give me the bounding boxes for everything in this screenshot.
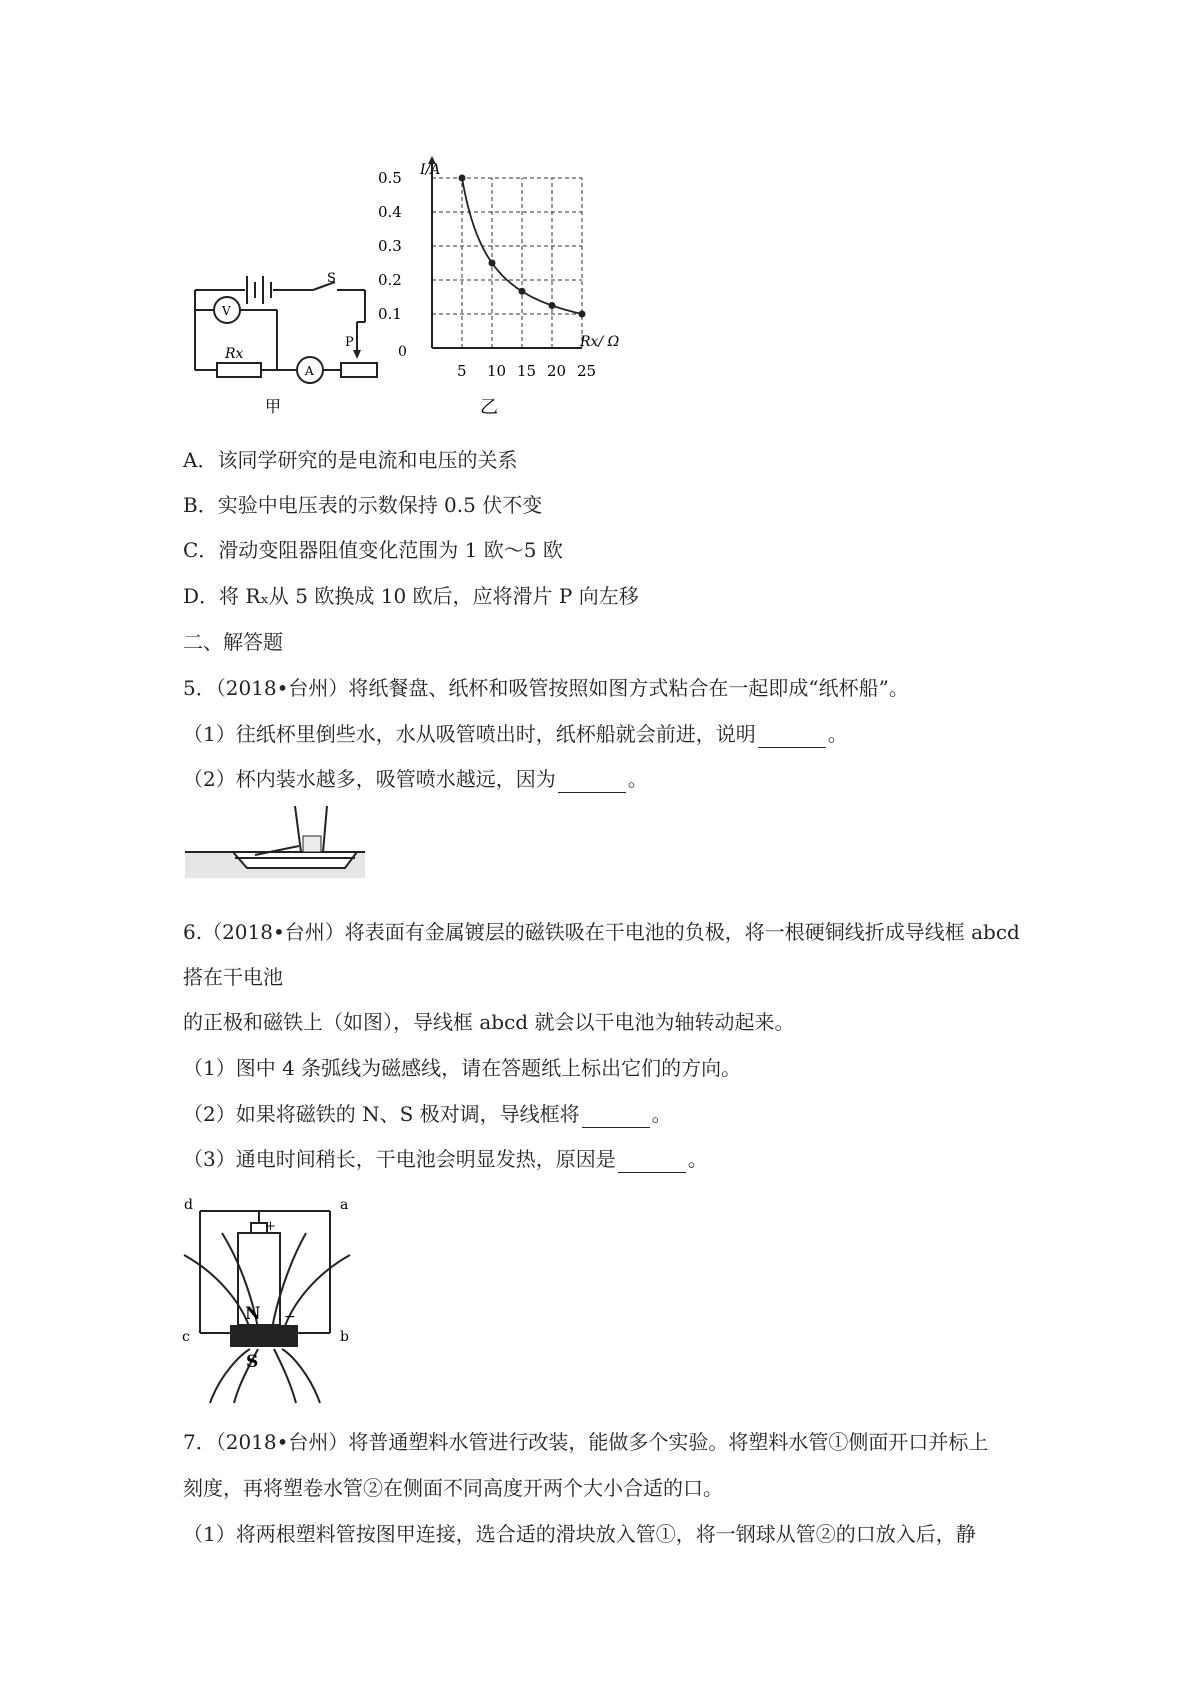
- answer-blank[interactable]: [558, 772, 626, 793]
- label-c: c: [182, 1329, 190, 1345]
- label-a: a: [340, 1197, 349, 1213]
- circuit-caption: 甲: [265, 397, 282, 416]
- y-tick-label: 0.4: [378, 203, 402, 221]
- section-title: 二、解答题: [183, 630, 283, 654]
- q6-part3-text: （3）通电时间稍长，干电池会明显发热，原因是: [183, 1147, 616, 1171]
- switch-label: S: [327, 271, 336, 286]
- homopolar-motor-figure: [180, 1195, 360, 1405]
- q6-part1: （1）图中 4 条弧线为磁感线，请在答题纸上标出它们的方向。: [183, 1056, 742, 1080]
- voltmeter-label: V: [222, 304, 231, 318]
- graph-origin: 0: [398, 344, 407, 360]
- label-b: b: [340, 1329, 349, 1345]
- q7-stem-2: 刻度，再将塑卷水管②在侧面不同高度开两个大小合适的口。: [183, 1476, 723, 1500]
- resistor-label: Rx: [225, 346, 244, 362]
- graph-caption: 乙: [480, 397, 498, 418]
- x-tick-label: 20: [547, 362, 567, 380]
- label-n: N: [245, 1304, 261, 1324]
- label-minus: −: [284, 1309, 296, 1325]
- q6-stem-3: 的正极和磁铁上（如图），导线框 abcd 就会以干电池为轴转动起来。: [183, 1010, 795, 1034]
- y-tick-label: 0.2: [378, 271, 402, 289]
- slider-label: P: [345, 335, 354, 350]
- data-point: [579, 311, 586, 318]
- ammeter-label: A: [305, 364, 314, 378]
- q5-stem: 5．（2018•台州）将纸餐盘、纸杯和吸管按照如图方式粘合在一起即成“纸杯船”。: [183, 676, 909, 700]
- option-b: B．实验中电压表的示数保持 0.5 伏不变: [183, 493, 543, 517]
- y-tick-label: 0.5: [378, 169, 402, 187]
- q5-part1: （1）往纸杯里倒些水，水从吸管喷出时，纸杯船就会前进，说明 。: [183, 722, 848, 746]
- q5-part1-text: （1）往纸杯里倒些水，水从吸管喷出时，纸杯船就会前进，说明: [183, 722, 756, 746]
- q6-stem-2: 搭在干电池: [183, 965, 283, 989]
- label-d: d: [184, 1197, 193, 1213]
- x-tick-label: 5: [457, 362, 467, 380]
- q6-part2: （2）如果将磁铁的 N、S 极对调，导线框将 。: [183, 1102, 672, 1126]
- data-point: [549, 302, 556, 309]
- data-point: [519, 288, 526, 295]
- current-resistance-graph: [378, 158, 655, 420]
- q5-part2-text: （2）杯内装水越多，吸管喷水越远，因为: [183, 767, 556, 791]
- x-tick-label: 25: [577, 362, 597, 380]
- x-tick-label: 15: [517, 362, 537, 380]
- q6-part2-text: （2）如果将磁铁的 N、S 极对调，导线框将: [183, 1102, 580, 1126]
- q6-stem-1: 6.（2018•台州）将表面有金属镀层的磁铁吸在干电池的负极，将一根硬铜线折成导线框 abcd: [183, 920, 1020, 944]
- q7-stem-1: 7．（2018•台州）将普通塑料水管进行改装，能做多个实验。将塑料水管①侧面开口并标上: [183, 1430, 989, 1454]
- answer-blank[interactable]: [582, 1107, 650, 1128]
- q5-part2: （2）杯内装水越多，吸管喷水越远，因为 。: [183, 767, 648, 791]
- q7-part1: （1）将两根塑料管按图甲连接，选合适的滑块放入管①，将一钢球从管②的口放入后，静: [183, 1522, 976, 1546]
- answer-blank[interactable]: [758, 727, 826, 748]
- answer-blank[interactable]: [618, 1152, 686, 1173]
- label-plus: +: [265, 1219, 276, 1234]
- graph-xlabel: Rx/ Ω: [580, 334, 620, 350]
- graph-ylabel: I/A: [420, 162, 441, 178]
- option-a: A．该同学研究的是电流和电压的关系: [183, 448, 518, 472]
- y-tick-label: 0.1: [378, 305, 402, 323]
- data-point: [489, 260, 496, 267]
- option-d: D．将 Rₓ从 5 欧换成 10 欧后，应将滑片 P 向左移: [183, 584, 639, 608]
- q6-part3: （3）通电时间稍长，干电池会明显发热，原因是 。: [183, 1147, 708, 1171]
- paper-cup-boat-figure: [185, 800, 375, 882]
- y-tick-label: 0.3: [378, 237, 402, 255]
- x-tick-label: 10: [487, 362, 507, 380]
- data-point: [459, 175, 466, 182]
- option-c: C．滑动变阻器阻值变化范围为 1 欧～5 欧: [183, 538, 563, 562]
- label-s: S: [246, 1352, 259, 1372]
